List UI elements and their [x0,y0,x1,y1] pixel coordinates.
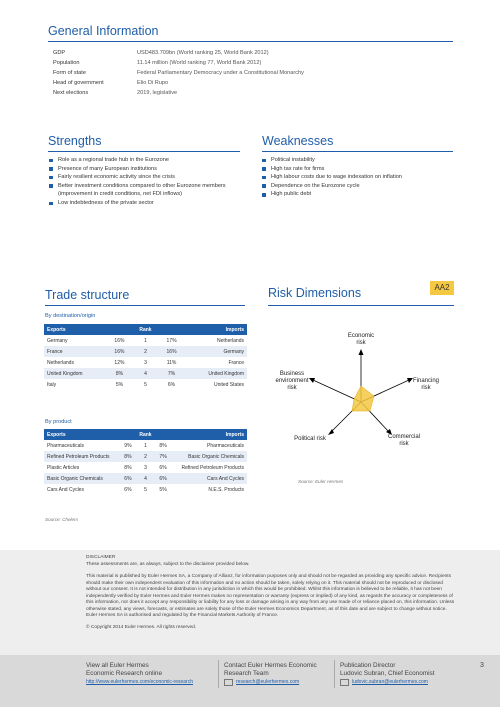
footer-contact-link[interactable]: research@eulerhermes.com [236,679,300,685]
by-destination-label: By destination/origin [45,313,96,319]
table-cell: 7% [156,451,171,462]
general-info-value: USD483.709bn (World ranking 25, World Bank 2012) [137,50,269,56]
label-political: Political risk [294,436,326,442]
risk-area [352,386,374,411]
weaknesses-list [262,156,452,199]
label-economic: Economic risk [347,333,375,346]
table-cell: 5% [159,486,167,493]
table-cell: 2 [135,451,155,462]
general-info-title: General Information [48,24,159,38]
strengths-item: Low indebtedness of the private sector [49,199,239,208]
general-info-key: Form of state [53,70,86,76]
general-info-row [53,58,304,68]
table-cell: 5% [115,381,124,388]
table-cell: Plastic Articles [47,464,80,471]
footer-research-line2: Economic Research online [86,670,163,677]
destination-table-header-cell: Rank [132,324,160,335]
general-info-rule [48,41,453,42]
rating-badge: AA2 [430,281,454,295]
table-cell: 9% [124,442,132,449]
table-row [44,440,247,451]
strengths-item: Role as a regional trade hub in the Eurozone [49,156,239,165]
table-cell: 11% [166,359,177,366]
table-cell: N.E.S. Products [208,486,244,493]
footer-research-link[interactable]: http://www.eulerhermes.com/economic-research [86,679,193,685]
weaknesses-item: High tax rate for firms [262,165,452,174]
general-info-row [53,88,304,98]
table-cell: 5 [144,381,147,388]
disclaimer-body: This material is published by Euler Hermes SA, a Company of Allianz, for information purposes only and should not be regarded as providing any specific advice. Recipients should make their own independent evaluation of this information and no action should be taken, solely relying on it. This material should not be reproduced or disclosed without our consent. It is not intended for distribution in any jurisdiction in which this would be prohibited. Whilst this information is believed to be reliable, it has not been independently verified by Euler Hermes and Euler Hermes makes no representation or warranty (express or implied) of any kind, as regards the accuracy or completeness of this information, nor does it accept any responsibility or liability for any loss or damage arising in any way from any use made of or reliance placed on, this information. Unless otherwise stated, any views, forecasts, or estimates are solely those of the Euler Hermes Economics Department, as of this date and are subject to change without notice. Euler Hermes SA is authorised and regulated by the Financial Markets Authority of France. [86,574,455,618]
table-row [44,484,247,495]
table-row [44,346,247,357]
table-cell: 17% [166,337,177,344]
table-cell: Netherlands [47,359,74,366]
table-cell: Cars And Cycles [47,486,84,493]
table-row [44,473,247,484]
weaknesses-item: High labour costs due to wage indexation on inflation [262,173,452,182]
table-cell: France [44,346,107,357]
axis-business [313,380,361,402]
table-cell: 1 [144,442,147,449]
weaknesses-rule [262,151,453,152]
footer-director-line1: Publication Director [340,662,396,669]
product-table-header-cell: Exports [44,429,135,440]
table-row [44,451,247,462]
strengths-rule [48,151,240,152]
product-table [44,429,247,495]
table-cell: Pharmaceuticals [207,442,244,449]
trade-source: Source: Chelem [45,517,78,522]
table-cell: 3 [144,359,147,366]
table-cell: 7% [159,368,183,379]
table-cell: 6% [121,473,136,484]
table-cell: 3 [144,464,147,471]
trade-structure-title: Trade structure [45,288,130,302]
table-row [44,335,247,346]
table-cell: 6% [159,464,167,471]
table-cell: 16% [114,337,125,344]
table-cell: Refined Petroleum Products [181,464,244,471]
strengths-item: Better investment conditions compared to other Eurozone members (improvement in credit conditions, net FDI inflows) [49,182,239,199]
table-cell: 8% [159,442,167,449]
mail-icon [224,679,233,686]
label-financing: Financing risk [412,378,440,391]
general-info-key: Population [53,60,80,66]
destination-table-header-cell: Exports [44,324,132,335]
footer-director-line2: Ludovic Subran, Chief Economist [340,670,435,677]
product-table-header [44,429,247,440]
footer-col-research [86,662,216,686]
table-cell: 8% [107,368,131,379]
strengths-item: Presence of many European institutions [49,165,239,174]
table-cell: 5 [144,486,147,493]
weaknesses-item: Dependence on the Eurozone cycle [262,182,452,191]
page-number: 3 [480,662,484,669]
table-cell: 2 [132,346,160,357]
weaknesses-item: High public debt [262,190,452,199]
destination-table-header [44,324,247,335]
risk-source: Source: Euler Hermes [298,479,344,484]
risk-dimensions-rule [268,305,454,306]
table-cell: Cars And Cycles [170,473,247,484]
general-info-value: Elio Di Rupo [137,80,169,86]
general-info-list [53,48,304,98]
general-info-value: 2019, legislative [137,90,178,96]
table-row [44,357,247,368]
general-info-row [53,48,304,58]
general-info-key: Head of government [53,80,104,86]
weaknesses-item: Political instability [262,156,452,165]
footer-contact-email-row [224,678,342,686]
footer-director-email-row [340,678,460,686]
table-row [44,379,247,390]
table-cell: 6% [156,473,171,484]
table-cell: 1 [144,337,147,344]
table-cell: Germany [47,337,68,344]
general-info-key: GDP [53,50,66,56]
general-info-row [53,68,304,78]
by-product-label: By product [45,419,72,425]
strengths-item: Fairly resilient economic activity since the crisis [49,173,239,182]
trade-structure-rule [45,305,245,306]
table-cell: United Kingdom [184,368,247,379]
general-info-row [53,78,304,88]
table-cell: 16% [159,346,183,357]
table-cell: Pharmaceuticals [47,442,84,449]
table-cell: United Kingdom [44,368,107,379]
disclaimer-lead: These assessments are, as always, subject to the disclaimer provided below. [86,561,250,567]
table-cell: 4 [132,368,160,379]
footer-divider-2 [334,660,335,688]
table-cell: 16% [107,346,131,357]
table-cell: 4 [135,473,155,484]
table-cell: Netherlands [217,337,244,344]
strengths-list [49,156,239,208]
arrow-economic [359,349,364,355]
table-row [44,462,247,473]
table-cell: United States [213,381,244,388]
destination-table-header-cell: Imports [159,324,247,335]
risk-radar-chart [262,325,452,490]
general-info-value: 11.14 million (World ranking 77, World Bank 2012) [137,60,262,66]
product-table-header-cell: Imports [156,429,247,440]
disclaimer-block [86,555,456,631]
table-cell: 12% [114,359,125,366]
table-cell: 6% [167,381,176,388]
footer-col-director [340,662,460,686]
label-business: Business environment risk [275,371,309,391]
label-commercial: Commercial risk [387,434,421,447]
table-cell: France [228,359,244,366]
disclaimer-heading: DISCLAIMER [86,555,116,560]
footer-research-line1: View all Euler Hermes [86,662,149,669]
table-cell: 6% [124,486,132,493]
footer-divider [218,660,219,688]
table-cell: Germany [184,346,247,357]
footer-contact-line1: Contact Euler Hermes Economic [224,662,317,669]
footer-director-link[interactable]: ludovic.subran@eulerhermes.com [352,679,428,685]
table-cell: Italy [47,381,57,388]
risk-dimensions-title: Risk Dimensions [268,286,362,300]
general-info-key: Next elections [53,90,89,96]
product-table-header-cell: Rank [135,429,155,440]
disclaimer-copyright: © Copyright 2014 Euler Hermes. All rights reserved. [86,624,197,630]
destination-table [44,324,247,390]
table-cell: Refined Petroleum Products [44,451,121,462]
strengths-title: Strengths [48,134,102,148]
table-cell: Basic Organic Chemicals [170,451,247,462]
table-cell: 8% [124,464,132,471]
table-cell: Basic Organic Chemicals [44,473,121,484]
table-row [44,368,247,379]
table-cell: 8% [121,451,136,462]
mail-icon [340,679,349,686]
general-info-value: Federal Parliamentary Democracy under a Constitutional Monarchy [137,70,304,76]
footer-col-contact [224,662,342,686]
footer-contact-line2: Research Team [224,670,269,677]
weaknesses-title: Weaknesses [262,134,334,148]
